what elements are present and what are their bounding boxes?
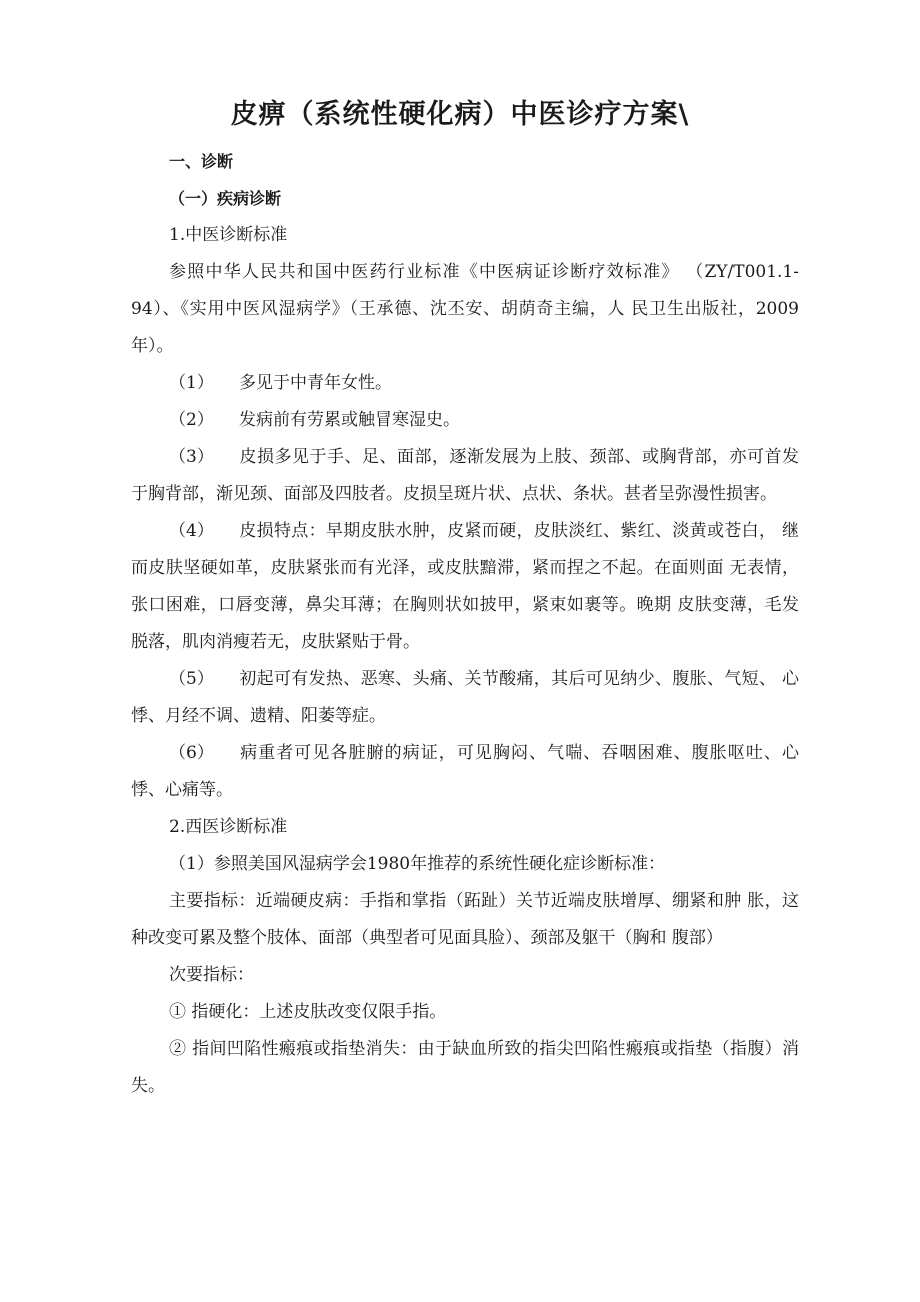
item-number: ② — [169, 1039, 187, 1059]
tcm-criteria-item — [131, 402, 799, 439]
western-criteria-title: 2.西医诊断标准 — [169, 817, 288, 837]
major-criteria-paragraph: 主要指标：近端硬皮病：手指和掌指（跖趾）关节近端皮肤增厚、绷紧和肿 胀，这种改变可累及整个肢体、面部（典型者可见面具脸）、颈部及躯干（胸和 腹部） — [131, 891, 799, 948]
tcm-criteria-title: 1.中医诊断标准 — [169, 225, 288, 245]
item-text: 病重者可见各脏腑的病证，可见胸闷、气喘、吞咽困难、腹胀呕吐、心悸、心痛等。 — [131, 743, 799, 800]
item-number: （6） — [169, 743, 214, 763]
item-text: 发病前有劳累或触冒寒湿史。 — [239, 410, 460, 430]
item-text: 皮损多见于手、足、面部，逐渐发展为上肢、颈部、或胸背部，亦可首发于胸背部，渐见颈、面部及四肢者。皮损呈斑片状、点状、条状。甚者呈弥漫性损害。 — [131, 447, 799, 504]
item-number: （2） — [169, 410, 214, 430]
item-text: 多见于中青年女性。 — [239, 373, 392, 393]
tcm-criteria-item — [131, 439, 799, 513]
tcm-reference-paragraph: 参照中华人民共和国中医药行业标准《中医病证诊断疗效标准》 （ZY/T001.1-94）、《实用中医风湿病学》（王承德、沈丕安、胡荫奇主编，人 民卫生出版社，2009年）。 — [131, 262, 799, 356]
minor-criteria-item — [131, 994, 799, 1031]
tcm-criteria-item — [131, 365, 799, 402]
item-number: （1） — [169, 373, 214, 393]
item-number: ① — [169, 1002, 186, 1022]
subsection-heading: （一）疾病诊断 — [169, 189, 282, 208]
section-heading: 一、诊断 — [169, 152, 234, 171]
minor-criteria-title: 次要指标： — [169, 965, 254, 985]
page-title: 皮痹（系统性硬化病）中医诊疗方案\ — [230, 99, 690, 130]
minor-criteria-item — [131, 1031, 799, 1105]
item-number: （4） — [169, 521, 214, 541]
tcm-criteria-item — [131, 735, 799, 809]
item-text: 指间凹陷性瘢痕或指垫消失：由于缺血所致的指尖凹陷性瘢痕或指垫（指腹）消失。 — [131, 1039, 800, 1096]
western-reference-paragraph: （1）参照美国风湿病学会1980年推荐的系统性硬化症诊断标准： — [169, 854, 666, 874]
document-body — [131, 143, 799, 1105]
item-text: 指硬化：上述皮肤改变仅限手指。 — [191, 1002, 447, 1022]
item-text: 皮损特点：早期皮肤水肿，皮紧而硬，皮肤淡红、紫红、淡黄或苍白， 继而皮肤坚硬如革，皮肤紧张而有光泽，或皮肤黯滞，紧而捏之不起。在面则面 无表情，张口困难，口唇变薄，鼻尖耳薄；在胸则状如披甲，紧束如裹等。晚期 皮肤变薄，毛发脱落，肌肉消瘦若无，皮肤紧贴于骨。 — [131, 521, 799, 652]
tcm-criteria-item — [131, 513, 799, 661]
item-number: （5） — [169, 669, 214, 689]
item-text: 初起可有发热、恶寒、头痛、关节酸痛，其后可见纳少、腹胀、气短、 心悸、月经不调、遗精、阳萎等症。 — [131, 669, 799, 726]
item-number: （3） — [169, 447, 214, 467]
tcm-criteria-item — [131, 661, 799, 735]
